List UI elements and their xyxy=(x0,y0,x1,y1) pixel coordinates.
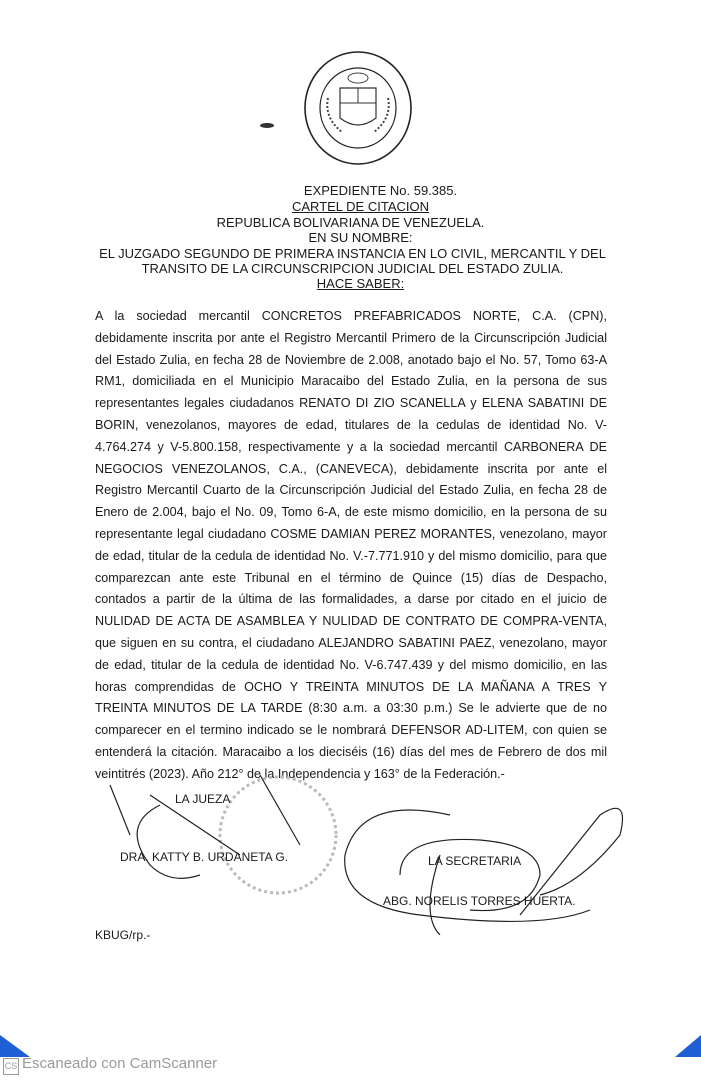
body-line: de edad, titular de la cedula de identidad No. V.-7.771.910 y del mismo domicilio, para que xyxy=(95,548,607,563)
secretary-title: LA SECRETARIA xyxy=(428,854,522,868)
body-line: A la sociedad mercantil CONCRETOS PREFABRICADOS NORTE, C.A. (CPN), xyxy=(95,309,607,323)
hace-saber: HACE SABER: xyxy=(316,276,405,291)
camscanner-watermark: Escaneado con CamScanner xyxy=(22,1055,218,1072)
body-line: contados a partir de la última de las formalidades, a darse por citado en el juicio de xyxy=(95,592,607,607)
expediente-number: EXPEDIENTE No. 59.385. xyxy=(303,183,458,198)
corner-right-blue xyxy=(675,1035,701,1057)
body-line: RM1, domiciliada en el Municipio Maracaibo del Estado Zulia, en la persona de sus xyxy=(95,374,607,389)
en-su-nombre: EN SU NOMBRE: xyxy=(308,230,413,245)
body-line: TREINTA MINUTOS DE LA TARDE (8:30 a.m. a 03:30 p.m.) Se le advierte que de no xyxy=(95,701,607,716)
body-line: Enero de 2.004, bajo el No. 09, Tomo 6-A, de este mismo domicilio, en la persona de su xyxy=(95,505,607,520)
judge-title: LA JUEZA xyxy=(175,792,231,806)
body-line: comparezcan ante este Tribunal en el término de Quince (15) días de Despacho, xyxy=(95,570,607,585)
republica-heading: REPUBLICA BOLIVARIANA DE VENEZUELA. xyxy=(216,215,485,230)
juzgado-line-1: EL JUZGADO SEGUNDO DE PRIMERA INSTANCIA EN LO CIVIL, MERCANTIL Y DEL xyxy=(99,246,606,261)
body-line: representante legal ciudadano COSME DAMIAN PEREZ MORANTES, venezolano, mayor xyxy=(95,526,607,541)
secretary-name: ABG. NORELIS TORRES HUERTA. xyxy=(383,894,576,908)
body-line: representantes legales ciudadanos RENATO DI ZIO SCANELLA y ELENA SABATINI DE xyxy=(95,396,607,411)
corner-left-blue xyxy=(0,1035,30,1057)
juzgado-line-2: TRANSITO DE LA CIRCUNSCRIPCION JUDICIAL DEL ESTADO ZULIA. xyxy=(141,261,564,276)
body-line: de edad, titular de la cedula de identidad No. V-6.747.439 y del mismo domicilio, en las xyxy=(95,657,607,672)
body-line: veintitrés (2023). Año 212° de la Independencia y 163° de la Federación.- xyxy=(95,766,505,781)
body-line: entenderá la citación. Maracaibo a los dieciséis (16) días del mes de Febrero de dos mil xyxy=(95,744,607,759)
initials: KBUG/rp.- xyxy=(95,928,151,942)
citation-body xyxy=(95,307,607,787)
body-line: del Estado Zulia, en fecha 28 de Noviembre de 2.008, anotado bajo el No. 57, Tomo 63-A xyxy=(95,352,607,367)
body-line: comparecer en el termino indicado se le nombrará DEFENSOR AD-LITEM, con quien se xyxy=(95,723,607,738)
body-line: horas comprendidas de OCHO Y TREINTA MINUTOS DE LA MAÑANA A TRES Y xyxy=(95,679,607,694)
body-line: NULIDAD DE ACTA DE ASAMBLEA Y NULIDAD DE CONTRATO DE COMPRA-VENTA, xyxy=(95,614,607,629)
body-line: BORIN, venezolanos, mayores de edad, titulares de la cedulas de identidad No. V- xyxy=(95,417,607,432)
scan-mark-icon xyxy=(260,123,274,128)
judge-name: DRA. KATTY B. URDANETA G. xyxy=(120,850,289,864)
court-seal-icon xyxy=(300,48,416,166)
body-line: Registro Mercantil Cuarto de la Circunscripción Judicial del Estado Zulia, en fecha 28 de xyxy=(95,483,607,498)
body-line: NEGOCIOS VENEZOLANOS, C.A., (CANEVECA), debidamente inscrita por ante el xyxy=(95,461,607,476)
body-line: debidamente inscrita por ante el Registro Mercantil Primero de la Circunscripción Judicial xyxy=(95,330,607,345)
body-line: que siguen en su contra, el ciudadano ALEJANDRO SABATINI PAEZ, venezolano, mayor xyxy=(95,635,607,650)
body-line: 4.764.274 y V-5.800.158, respectivamente y a la sociedad mercantil CARBONERA DE xyxy=(95,439,607,454)
cartel-title: CARTEL DE CITACION xyxy=(291,199,429,214)
camscanner-logo-icon: CS xyxy=(3,1058,19,1075)
